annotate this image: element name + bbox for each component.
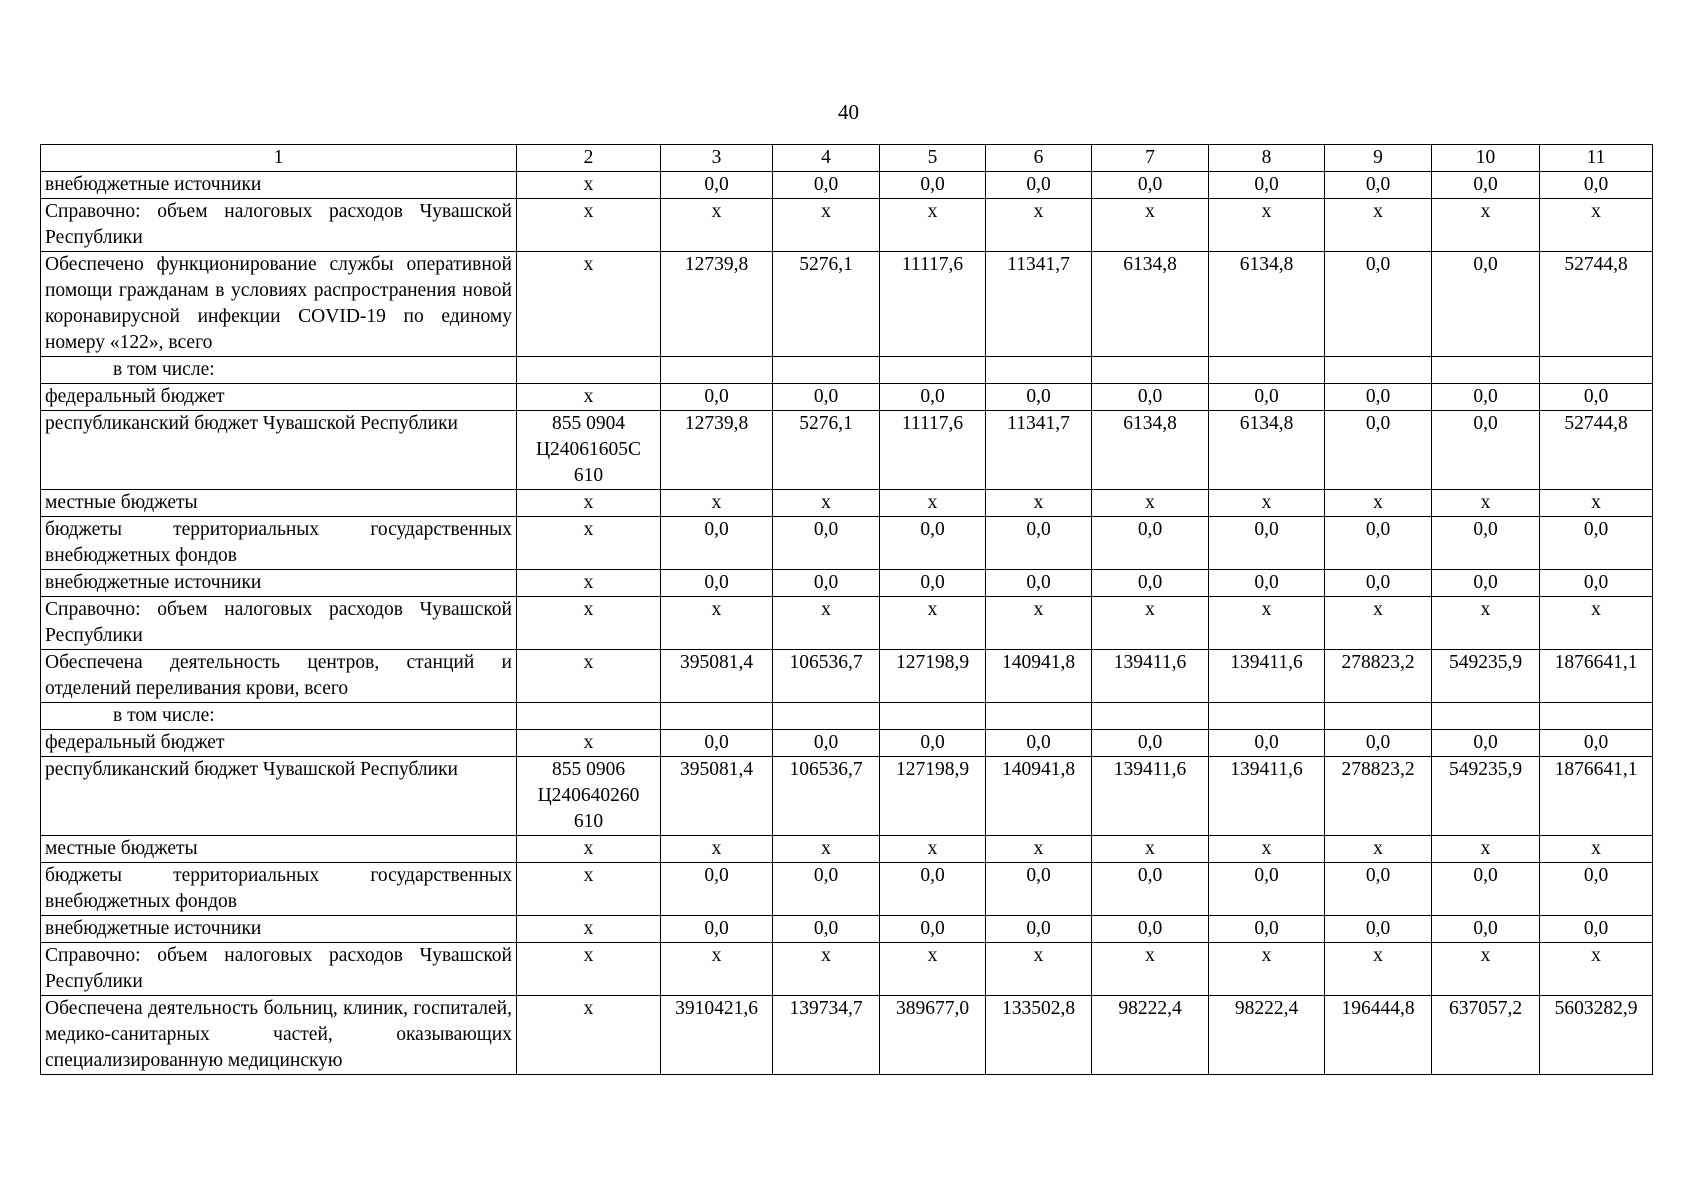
value-cell: х xyxy=(1432,490,1540,517)
table-row xyxy=(41,384,1653,411)
budget-code-cell: 855 0904 Ц24061605С 610 xyxy=(517,411,661,490)
value-cell: 11341,7 xyxy=(986,252,1092,357)
budget-code-cell: х xyxy=(517,597,661,650)
column-header: 9 xyxy=(1325,145,1432,172)
value-cell: х xyxy=(986,943,1092,996)
value-cell: х xyxy=(1540,836,1653,863)
value-cell: 0,0 xyxy=(1092,517,1209,570)
value-cell: 0,0 xyxy=(1209,517,1325,570)
value-cell: 0,0 xyxy=(1540,172,1653,199)
value-cell: 0,0 xyxy=(1432,916,1540,943)
budget-code-cell: х xyxy=(517,863,661,916)
table-row xyxy=(41,172,1653,199)
value-cell: х xyxy=(880,836,986,863)
value-cell: х xyxy=(1092,597,1209,650)
value-cell: х xyxy=(1325,199,1432,252)
row-name-cell: внебюджетные источники xyxy=(41,172,517,199)
value-cell: х xyxy=(1092,490,1209,517)
budget-code-cell: х xyxy=(517,570,661,597)
table-row xyxy=(41,490,1653,517)
column-header: 1 xyxy=(41,145,517,172)
value-cell: 12739,8 xyxy=(661,252,773,357)
value-cell: 0,0 xyxy=(1432,252,1540,357)
value-cell: 106536,7 xyxy=(773,650,880,703)
value-cell: 5276,1 xyxy=(773,411,880,490)
value-cell: 127198,9 xyxy=(880,650,986,703)
budget-code-cell: х xyxy=(517,650,661,703)
value-cell: 0,0 xyxy=(1540,863,1653,916)
value-cell xyxy=(880,357,986,384)
value-cell: 52744,8 xyxy=(1540,411,1653,490)
value-cell: х xyxy=(773,836,880,863)
value-cell: 12739,8 xyxy=(661,411,773,490)
value-cell: 389677,0 xyxy=(880,996,986,1075)
column-header: 6 xyxy=(986,145,1092,172)
value-cell: 0,0 xyxy=(1325,517,1432,570)
value-cell: 0,0 xyxy=(1432,517,1540,570)
value-cell: 0,0 xyxy=(880,863,986,916)
row-name-cell: Обеспечена деятельность центров, станций и отделений переливания крови, всего xyxy=(41,650,517,703)
column-header: 7 xyxy=(1092,145,1209,172)
value-cell: 0,0 xyxy=(1092,916,1209,943)
value-cell: 0,0 xyxy=(1540,916,1653,943)
value-cell: х xyxy=(773,490,880,517)
value-cell: х xyxy=(1325,836,1432,863)
value-cell: 0,0 xyxy=(1432,863,1540,916)
value-cell: 0,0 xyxy=(880,384,986,411)
value-cell: 98222,4 xyxy=(1092,996,1209,1075)
value-cell: х xyxy=(1209,836,1325,863)
value-cell: 0,0 xyxy=(1325,411,1432,490)
value-cell: 0,0 xyxy=(1209,172,1325,199)
budget-code-cell: х xyxy=(517,943,661,996)
value-cell xyxy=(1540,703,1653,730)
value-cell: х xyxy=(1540,597,1653,650)
value-cell xyxy=(986,703,1092,730)
value-cell: 0,0 xyxy=(986,570,1092,597)
value-cell: 6134,8 xyxy=(1092,252,1209,357)
value-cell: 0,0 xyxy=(1540,570,1653,597)
value-cell: 6134,8 xyxy=(1092,411,1209,490)
value-cell: х xyxy=(1209,943,1325,996)
value-cell: 0,0 xyxy=(1092,384,1209,411)
value-cell: 0,0 xyxy=(773,863,880,916)
value-cell: 0,0 xyxy=(773,172,880,199)
row-name-cell: Справочно: объем налоговых расходов Чувашской Республики xyxy=(41,199,517,252)
value-cell: 0,0 xyxy=(880,517,986,570)
value-cell: 0,0 xyxy=(1325,570,1432,597)
column-numbers-row xyxy=(41,145,1653,172)
value-cell: 637057,2 xyxy=(1432,996,1540,1075)
value-cell: х xyxy=(661,490,773,517)
table-row xyxy=(41,570,1653,597)
value-cell: 140941,8 xyxy=(986,757,1092,836)
value-cell: х xyxy=(880,597,986,650)
value-cell: 0,0 xyxy=(1325,384,1432,411)
value-cell: 0,0 xyxy=(1209,730,1325,757)
value-cell: 278823,2 xyxy=(1325,757,1432,836)
table-row xyxy=(41,916,1653,943)
value-cell: 549235,9 xyxy=(1432,757,1540,836)
table-row xyxy=(41,836,1653,863)
table-body xyxy=(41,145,1653,1075)
row-name-cell: бюджеты территориальных государственных внебюджетных фондов xyxy=(41,863,517,916)
value-cell: х xyxy=(1092,836,1209,863)
budget-code-cell: х xyxy=(517,916,661,943)
row-name-cell: Справочно: объем налоговых расходов Чувашской Республики xyxy=(41,943,517,996)
table-row xyxy=(41,650,1653,703)
column-header: 11 xyxy=(1540,145,1653,172)
value-cell: 0,0 xyxy=(661,916,773,943)
value-cell: 98222,4 xyxy=(1209,996,1325,1075)
value-cell: 0,0 xyxy=(1432,730,1540,757)
value-cell: х xyxy=(986,199,1092,252)
value-cell: 0,0 xyxy=(986,517,1092,570)
value-cell: 5603282,9 xyxy=(1540,996,1653,1075)
value-cell xyxy=(1325,357,1432,384)
row-name-cell: внебюджетные источники xyxy=(41,570,517,597)
value-cell: х xyxy=(661,199,773,252)
row-name-cell: республиканский бюджет Чувашской Республики xyxy=(41,411,517,490)
value-cell: 0,0 xyxy=(661,172,773,199)
table-row xyxy=(41,252,1653,357)
value-cell: 0,0 xyxy=(1540,730,1653,757)
value-cell: 0,0 xyxy=(1325,916,1432,943)
value-cell xyxy=(661,703,773,730)
value-cell: 6134,8 xyxy=(1209,252,1325,357)
column-header: 10 xyxy=(1432,145,1540,172)
budget-code-cell: х xyxy=(517,517,661,570)
value-cell: 139411,6 xyxy=(1092,650,1209,703)
value-cell: 139411,6 xyxy=(1092,757,1209,836)
table-row xyxy=(41,996,1653,1075)
budget-code-cell: х xyxy=(517,996,661,1075)
value-cell: х xyxy=(1432,199,1540,252)
value-cell: 0,0 xyxy=(880,730,986,757)
value-cell xyxy=(1432,703,1540,730)
value-cell: х xyxy=(1540,943,1653,996)
row-name-cell: в том числе: xyxy=(41,357,517,384)
row-name-cell: Обеспечена деятельность больниц, клиник, госпиталей, медико-санитарных частей, оказывающих специализированную медицинскую xyxy=(41,996,517,1075)
value-cell: х xyxy=(1325,597,1432,650)
value-cell: х xyxy=(880,199,986,252)
column-header: 5 xyxy=(880,145,986,172)
value-cell: х xyxy=(1092,199,1209,252)
value-cell: 5276,1 xyxy=(773,252,880,357)
table-row xyxy=(41,703,1653,730)
value-cell: 0,0 xyxy=(661,570,773,597)
value-cell: 196444,8 xyxy=(1325,996,1432,1075)
value-cell xyxy=(1325,703,1432,730)
column-header: 4 xyxy=(773,145,880,172)
row-name-cell: местные бюджеты xyxy=(41,490,517,517)
value-cell: 11117,6 xyxy=(880,252,986,357)
value-cell: 0,0 xyxy=(661,863,773,916)
value-cell: 0,0 xyxy=(773,517,880,570)
value-cell: 0,0 xyxy=(1092,863,1209,916)
column-header: 3 xyxy=(661,145,773,172)
budget-code-cell: х xyxy=(517,490,661,517)
value-cell: 0,0 xyxy=(1432,384,1540,411)
value-cell xyxy=(661,357,773,384)
value-cell: 0,0 xyxy=(1432,570,1540,597)
value-cell: 0,0 xyxy=(1325,730,1432,757)
budget-code-cell: х xyxy=(517,172,661,199)
table-row xyxy=(41,863,1653,916)
table-row xyxy=(41,757,1653,836)
value-cell: х xyxy=(1209,199,1325,252)
value-cell: 0,0 xyxy=(880,916,986,943)
value-cell: х xyxy=(1540,199,1653,252)
value-cell: 0,0 xyxy=(1209,916,1325,943)
value-cell xyxy=(986,357,1092,384)
table-row xyxy=(41,730,1653,757)
value-cell: 0,0 xyxy=(773,570,880,597)
value-cell: х xyxy=(773,943,880,996)
value-cell: 0,0 xyxy=(986,384,1092,411)
value-cell: 0,0 xyxy=(880,172,986,199)
budget-code-cell xyxy=(517,703,661,730)
value-cell: 0,0 xyxy=(1325,863,1432,916)
budget-code-cell: х xyxy=(517,730,661,757)
value-cell xyxy=(1092,357,1209,384)
value-cell: х xyxy=(986,490,1092,517)
value-cell: 0,0 xyxy=(661,384,773,411)
row-name-cell: бюджеты территориальных государственных внебюджетных фондов xyxy=(41,517,517,570)
value-cell: 0,0 xyxy=(1432,172,1540,199)
value-cell: х xyxy=(773,199,880,252)
value-cell: 52744,8 xyxy=(1540,252,1653,357)
value-cell: 0,0 xyxy=(661,517,773,570)
value-cell: 0,0 xyxy=(880,570,986,597)
row-name-cell: федеральный бюджет xyxy=(41,730,517,757)
table-row xyxy=(41,199,1653,252)
value-cell: х xyxy=(1209,597,1325,650)
budget-code-cell xyxy=(517,357,661,384)
value-cell: 3910421,6 xyxy=(661,996,773,1075)
value-cell: 11117,6 xyxy=(880,411,986,490)
row-name-cell: Обеспечено функционирование службы оперативной помощи гражданам в условиях распространения новой коронавирусной инфекции COVID-19 по единому номеру «122», всего xyxy=(41,252,517,357)
value-cell: 0,0 xyxy=(986,863,1092,916)
value-cell xyxy=(1540,357,1653,384)
table-row xyxy=(41,357,1653,384)
value-cell: х xyxy=(1432,943,1540,996)
value-cell: 11341,7 xyxy=(986,411,1092,490)
table-row xyxy=(41,943,1653,996)
value-cell: 0,0 xyxy=(1209,863,1325,916)
value-cell: х xyxy=(661,943,773,996)
value-cell: 0,0 xyxy=(1209,570,1325,597)
page-number: 40 xyxy=(838,100,859,124)
value-cell: 0,0 xyxy=(1092,172,1209,199)
value-cell: 0,0 xyxy=(1540,384,1653,411)
row-name-cell: в том числе: xyxy=(41,703,517,730)
value-cell: 1876641,1 xyxy=(1540,650,1653,703)
value-cell: х xyxy=(1432,597,1540,650)
value-cell: 139734,7 xyxy=(773,996,880,1075)
table-row xyxy=(41,517,1653,570)
row-name-cell: местные бюджеты xyxy=(41,836,517,863)
value-cell xyxy=(1209,357,1325,384)
value-cell: х xyxy=(661,597,773,650)
value-cell: 395081,4 xyxy=(661,757,773,836)
budget-code-cell: 855 0906 Ц240640260 610 xyxy=(517,757,661,836)
value-cell: х xyxy=(1325,943,1432,996)
column-header: 8 xyxy=(1209,145,1325,172)
value-cell: 0,0 xyxy=(1092,730,1209,757)
value-cell: х xyxy=(661,836,773,863)
value-cell: 1876641,1 xyxy=(1540,757,1653,836)
value-cell: х xyxy=(986,836,1092,863)
budget-code-cell: х xyxy=(517,252,661,357)
value-cell: х xyxy=(880,490,986,517)
column-header: 2 xyxy=(517,145,661,172)
value-cell xyxy=(880,703,986,730)
row-name-cell: Справочно: объем налоговых расходов Чувашской Республики xyxy=(41,597,517,650)
value-cell xyxy=(773,357,880,384)
value-cell: х xyxy=(1325,490,1432,517)
value-cell: 0,0 xyxy=(986,172,1092,199)
budget-code-cell: х xyxy=(517,199,661,252)
value-cell: 139411,6 xyxy=(1209,757,1325,836)
value-cell: х xyxy=(986,597,1092,650)
value-cell: х xyxy=(773,597,880,650)
budget-code-cell: х xyxy=(517,384,661,411)
value-cell: 0,0 xyxy=(773,916,880,943)
value-cell: 0,0 xyxy=(986,730,1092,757)
budget-code-cell: х xyxy=(517,836,661,863)
value-cell: х xyxy=(1540,490,1653,517)
value-cell: 0,0 xyxy=(773,730,880,757)
value-cell: 106536,7 xyxy=(773,757,880,836)
value-cell: х xyxy=(880,943,986,996)
value-cell: 0,0 xyxy=(1092,570,1209,597)
value-cell: 0,0 xyxy=(1209,384,1325,411)
value-cell: 0,0 xyxy=(773,384,880,411)
value-cell: 127198,9 xyxy=(880,757,986,836)
value-cell: 0,0 xyxy=(986,916,1092,943)
row-name-cell: федеральный бюджет xyxy=(41,384,517,411)
value-cell xyxy=(773,703,880,730)
value-cell: х xyxy=(1432,836,1540,863)
row-name-cell: внебюджетные источники xyxy=(41,916,517,943)
value-cell: 139411,6 xyxy=(1209,650,1325,703)
value-cell: 140941,8 xyxy=(986,650,1092,703)
value-cell xyxy=(1092,703,1209,730)
table-row xyxy=(41,597,1653,650)
value-cell: 133502,8 xyxy=(986,996,1092,1075)
value-cell xyxy=(1209,703,1325,730)
budget-table xyxy=(40,144,1653,1075)
value-cell: 0,0 xyxy=(661,730,773,757)
value-cell: 6134,8 xyxy=(1209,411,1325,490)
value-cell: х xyxy=(1092,943,1209,996)
value-cell: 395081,4 xyxy=(661,650,773,703)
value-cell: 0,0 xyxy=(1540,517,1653,570)
table-row xyxy=(41,411,1653,490)
value-cell: 549235,9 xyxy=(1432,650,1540,703)
row-name-cell: республиканский бюджет Чувашской Республики xyxy=(41,757,517,836)
value-cell: 0,0 xyxy=(1325,252,1432,357)
value-cell: 278823,2 xyxy=(1325,650,1432,703)
value-cell: 0,0 xyxy=(1432,411,1540,490)
value-cell: 0,0 xyxy=(1325,172,1432,199)
value-cell xyxy=(1432,357,1540,384)
value-cell: х xyxy=(1209,490,1325,517)
